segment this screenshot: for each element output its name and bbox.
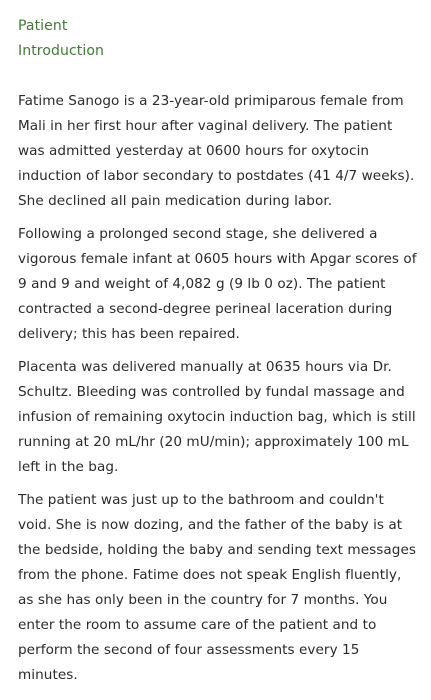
- heading-line-patient: Patient: [18, 18, 68, 34]
- section-heading: [18, 14, 418, 64]
- paragraph-admission: Fatime Sanogo is a 23-year-old primiparous female from Mali in her first hour after vaginal delivery. The patient was admitted yesterday at 0600 hours for oxytocin induction of labor secondary to postdates (41 4/7 weeks). She declined all pain medication during labor.: [18, 93, 415, 209]
- paragraph-delivery: Following a prolonged second stage, she delivered a vigorous female infant at 0605 hours with Apgar scores of 9 and 9 and weight of 4,082 g (9 lb 0 oz). The patient contracted a second-degree perineal laceration during delivery; this has been repaired.: [18, 226, 417, 342]
- heading-line-introduction: Introduction: [18, 43, 104, 59]
- introduction-body: [18, 89, 420, 696]
- paragraph-placenta: Placenta was delivered manually at 0635 hours via Dr. Schultz. Bleeding was controlled by fundal massage and infusion of remaining oxytocin induction bag, which is still running at 20 mL/hr (20 mU/min); approximately 100 mL left in the bag.: [18, 359, 416, 475]
- paragraph-current-status: The patient was just up to the bathroom and couldn't void. She is now dozing, and the father of the baby is at the bedside, holding the baby and sending text messages from the phone. Fatime does not speak English fluently, as she has only been in the country for 7 months. You enter the room to assume care of the patient and to perform the second of four assessments every 15 minutes.: [18, 492, 417, 683]
